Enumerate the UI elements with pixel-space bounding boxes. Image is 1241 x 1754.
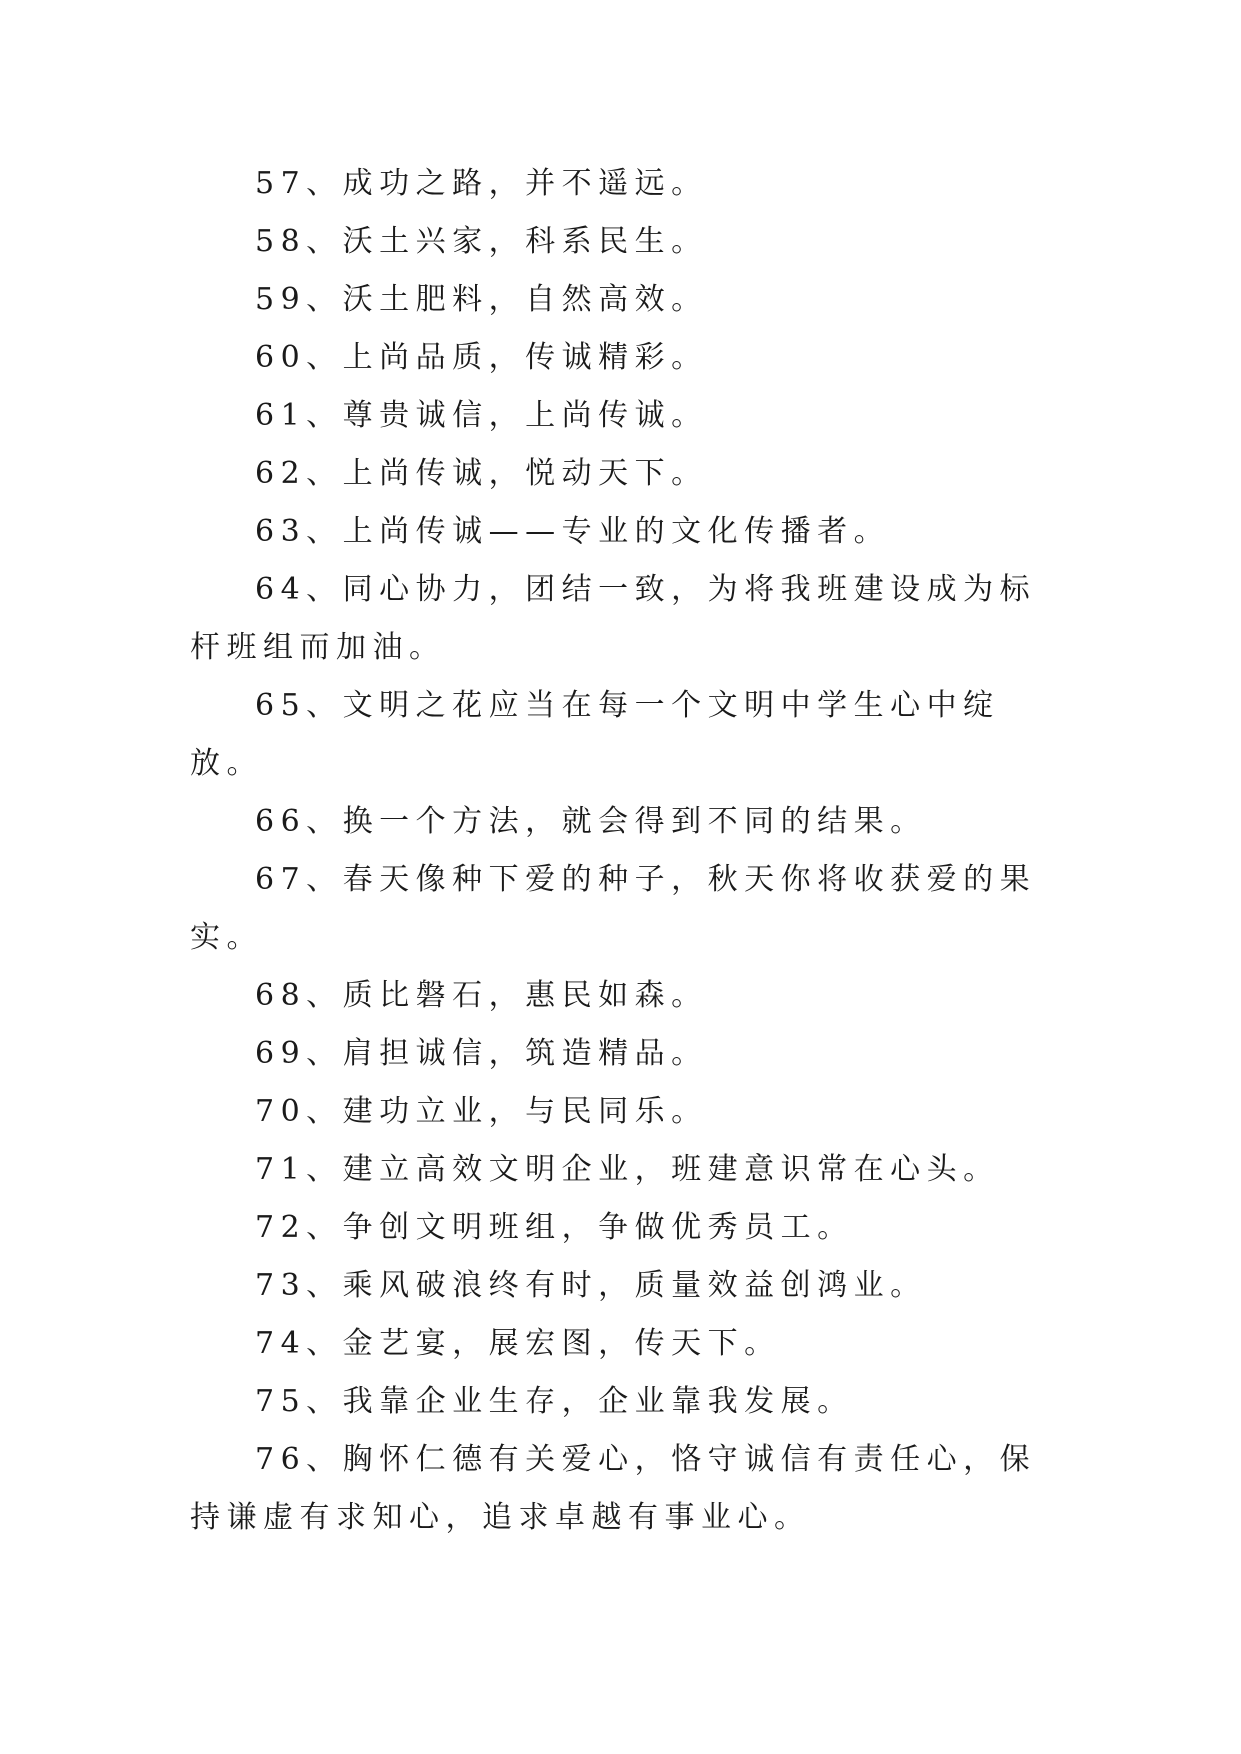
list-item: 63、上尚传诚——专业的文化传播者。 [255,514,891,549]
list-item: 60、上尚品质，传诚精彩。 [255,340,708,375]
list-item: 72、争创文明班组，争做优秀员工。 [255,1210,854,1245]
list-item: 67、春天像种下爱的种子，秋天你将收获爱的果实。 [190,862,1037,955]
list-item: 64、同心协力，团结一致，为将我班建设成为标杆班组而加油。 [190,572,1037,665]
slogan-list [190,155,1060,1547]
list-item: 58、沃土兴家，科系民生。 [255,224,708,259]
list-item: 59、沃土肥料，自然高效。 [255,282,708,317]
list-item: 70、建功立业，与民同乐。 [255,1094,708,1129]
list-item: 68、质比磐石，惠民如森。 [255,978,708,1013]
list-item: 57、成功之路，并不遥远。 [255,166,708,201]
list-item: 62、上尚传诚，悦动天下。 [255,456,708,491]
list-item: 66、换一个方法，就会得到不同的结果。 [255,804,927,839]
list-item: 71、建立高效文明企业，班建意识常在心头。 [255,1152,1000,1187]
list-item: 75、我靠企业生存，企业靠我发展。 [255,1384,854,1419]
list-item: 69、肩担诚信，筑造精品。 [255,1036,708,1071]
list-item: 61、尊贵诚信，上尚传诚。 [255,398,708,433]
list-item: 65、文明之花应当在每一个文明中学生心中绽放。 [190,688,1000,781]
list-item: 76、胸怀仁德有关爱心，恪守诚信有责任心，保持谦虚有求知心，追求卓越有事业心。 [190,1442,1037,1535]
list-item: 74、金艺宴，展宏图，传天下。 [255,1326,781,1361]
list-item: 73、乘风破浪终有时，质量效益创鸿业。 [255,1268,927,1303]
